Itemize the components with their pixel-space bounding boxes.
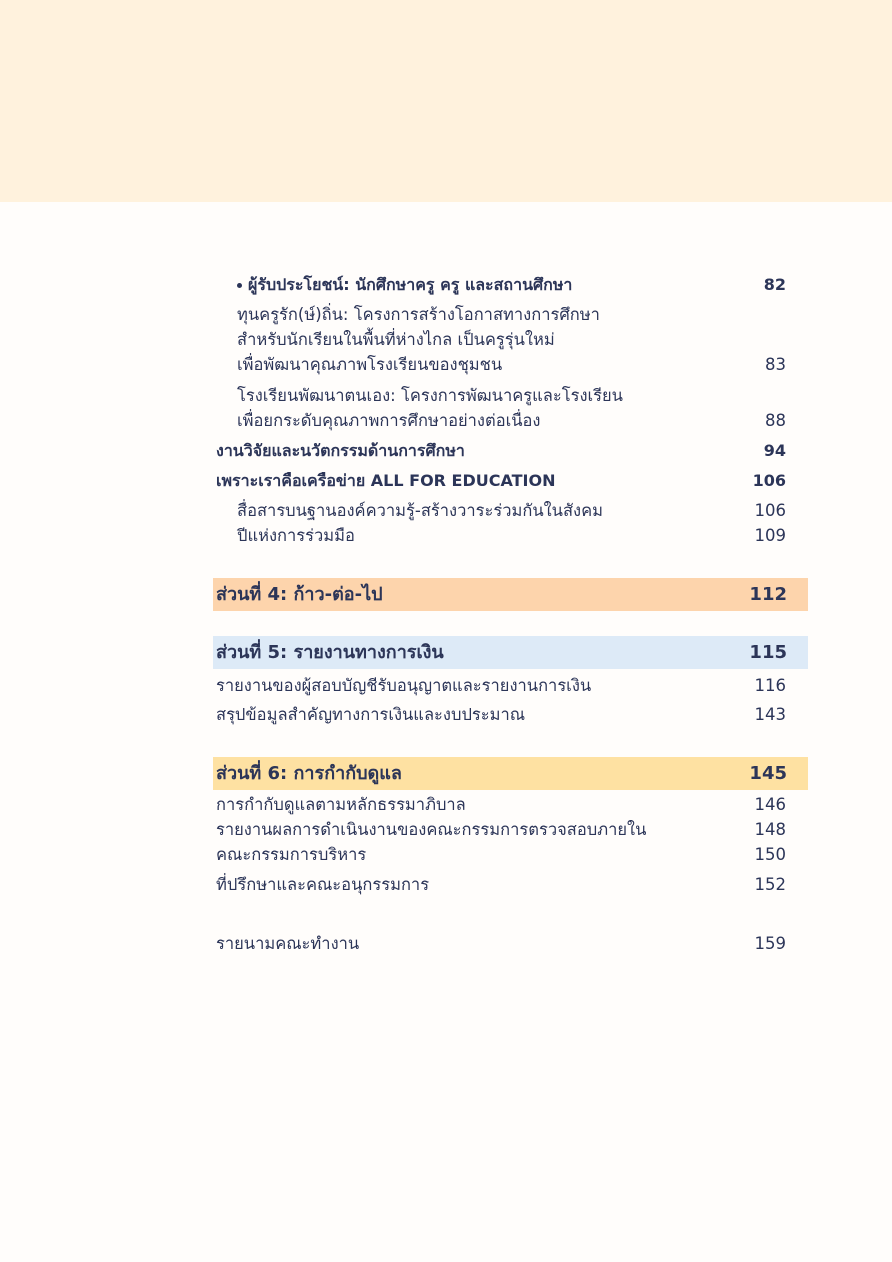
toc-entry-title-line: ทุนครูรัก(ษ์)ถิ่น: โครงการสร้างโอกาสทางการศึกษา (237, 305, 600, 324)
section-5-heading[interactable] (213, 636, 808, 669)
toc-entry[interactable] (216, 872, 786, 897)
toc-entry-title: สรุปข้อมูลสำคัญทางการเงินและงบประมาณ (216, 705, 526, 724)
toc-entry[interactable] (237, 498, 786, 523)
toc-entry-title: รายงานผลการดำเนินงานของคณะกรรมการตรวจสอบภายใน (216, 820, 647, 839)
toc-entry-page: 109 (754, 526, 786, 545)
toc-entry-title: รายงานของผู้สอบบัญชีรับอนุญาตและรายงานการเงิน (216, 676, 592, 695)
toc-entry-title: คณะกรรมการบริหาร (216, 845, 367, 864)
toc-entry[interactable] (216, 931, 786, 956)
toc-entry-title-line: เพื่อยกระดับคุณภาพการศึกษาอย่างต่อเนื่อง (237, 411, 541, 430)
toc-entry-page: 82 (763, 275, 786, 294)
toc-entry-page: 148 (754, 820, 786, 839)
toc-entry-title: ที่ปรึกษาและคณะอนุกรรมการ (216, 875, 430, 894)
header-band (0, 0, 892, 202)
toc-entry[interactable] (237, 302, 786, 377)
toc-entry-page: 88 (765, 411, 786, 430)
section-4-heading[interactable] (213, 578, 808, 611)
toc-entry[interactable] (216, 702, 786, 727)
toc-entry-page: 94 (763, 441, 786, 460)
toc-entry[interactable] (237, 383, 786, 433)
toc-entry[interactable] (216, 842, 786, 867)
toc-entry-title-line: โรงเรียนพัฒนาตนเอง: โครงการพัฒนาครูและโรงเรียน (237, 386, 623, 405)
toc-entry-title: รายนามคณะทำงาน (216, 934, 360, 953)
toc-entry-page: 106 (754, 501, 786, 520)
toc-entry[interactable] (216, 792, 786, 817)
toc-entry-title: ปีแห่งการร่วมมือ (237, 526, 355, 545)
toc-entry-title: งานวิจัยและนวัตกรรมด้านการศึกษา (216, 441, 465, 460)
toc-entry[interactable] (216, 438, 786, 463)
section-page: 112 (749, 584, 787, 605)
toc-entry-title: เพราะเราคือเครือข่าย ALL FOR EDUCATION (216, 471, 556, 490)
toc-entry[interactable] (237, 523, 786, 548)
toc-entry[interactable] (237, 272, 786, 297)
section-title: ส่วนที่ 6: การกำกับดูแล (216, 763, 402, 784)
toc-entry-page: 116 (754, 676, 786, 695)
toc-entry-page: 106 (752, 471, 786, 490)
section-title: ส่วนที่ 4: ก้าว-ต่อ-ไป (216, 584, 383, 605)
section-page: 115 (749, 642, 787, 663)
section-page: 145 (749, 763, 787, 784)
bullet-icon (237, 283, 242, 288)
toc-entry-title-line: เพื่อพัฒนาคุณภาพโรงเรียนของชุมชน (237, 355, 503, 374)
toc-entry-page: 150 (754, 845, 786, 864)
toc-entry-title: สื่อสารบนฐานองค์ความรู้-สร้างวาระร่วมกันในสังคม (237, 501, 604, 520)
toc-entry-page: 83 (765, 355, 786, 374)
toc-entry[interactable] (216, 817, 786, 842)
toc-entry-title-line: สำหรับนักเรียนในพื้นที่ห่างไกล เป็นครูรุ่นใหม่ (237, 330, 555, 349)
toc-entry-page: 143 (754, 705, 786, 724)
toc-entry-page: 152 (754, 875, 786, 894)
toc-entry[interactable] (216, 673, 786, 698)
toc-entry-page: 146 (754, 795, 786, 814)
toc-entry-title: ผู้รับประโยชน์: นักศึกษาครู ครู และสถานศึกษา (237, 272, 737, 297)
section-6-heading[interactable] (213, 757, 808, 790)
toc-entry[interactable] (216, 468, 786, 493)
section-title: ส่วนที่ 5: รายงานทางการเงิน (216, 642, 444, 663)
toc-entry-page: 159 (754, 934, 786, 953)
toc-entry-title: การกำกับดูแลตามหลักธรรมาภิบาล (216, 795, 466, 814)
